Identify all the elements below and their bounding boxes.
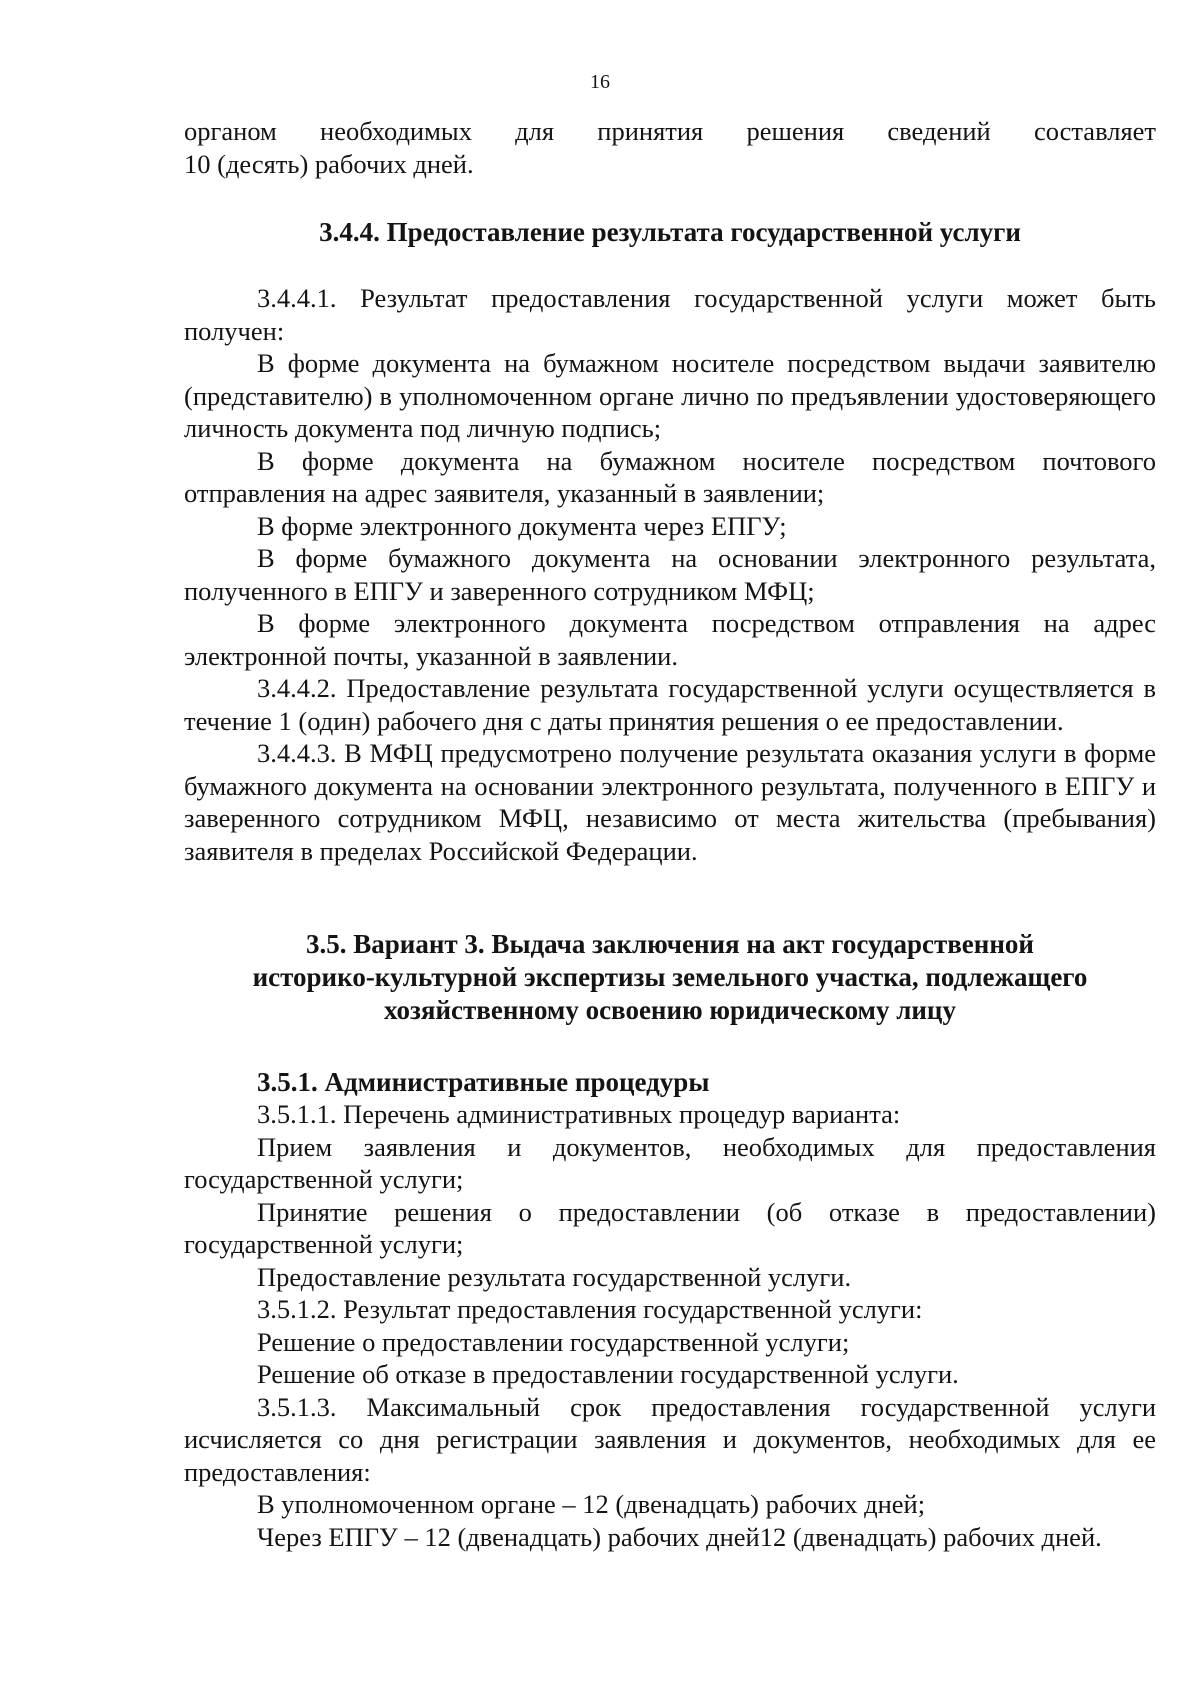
intro-paragraph bbox=[184, 115, 1156, 180]
paragraph-3-4-4-2: 3.4.4.2. Предоставление результата государственной услуги осуществляется в течение 1 (один) рабочего дня с даты принятия решения о ее предоставлении. bbox=[184, 673, 1156, 736]
list-item-application-receipt: Прием заявления и документов, необходимых для предоставления государственной услуги; bbox=[184, 1131, 1156, 1194]
section-3-5-1-heading: 3.5.1. Административные процедуры bbox=[257, 1067, 710, 1097]
list-item-electronic-epgu: В форме электронного документа через ЕПГУ; bbox=[257, 510, 787, 541]
list-item-epgu-term: Через ЕПГУ – 12 (двенадцать) рабочих дней12 (двенадцать) рабочих дней. bbox=[257, 1521, 1102, 1552]
list-item-electronic-email: В форме электронного документа посредством отправления на адрес электронной почты, указанной в заявлении. bbox=[184, 608, 1156, 671]
list-item-paper-mail: В форме документа на бумажном носителе посредством почтового отправления на адрес заявителя, указанный в заявлении; bbox=[184, 445, 1156, 508]
section-3-4-4-body bbox=[184, 282, 1156, 867]
paragraph-3-5-1-2: 3.5.1.2. Результат предоставления государственной услуги: bbox=[257, 1294, 923, 1324]
page-number: 16 bbox=[590, 71, 610, 93]
section-3-5-heading-line-3: хозяйственному освоению юридическому лицу bbox=[384, 995, 956, 1025]
list-item-refusal-decision: Решение об отказе в предоставлении государственной услуги. bbox=[257, 1359, 959, 1389]
list-item-approval-decision: Решение о предоставлении государственной услуги; bbox=[257, 1326, 850, 1357]
intro-line-1: органом необходимых для принятия решения сведений составляет bbox=[184, 116, 1156, 146]
paragraph-3-5-1-3: 3.5.1.3. Максимальный срок предоставления государственной услуги исчисляется со дня регистрации заявления и документов, необходимых для ее предоставления: bbox=[184, 1391, 1156, 1487]
section-3-5-1-body bbox=[184, 1098, 1156, 1553]
intro-line-2: 10 (десять) рабочих дней. bbox=[184, 148, 474, 179]
list-item-decision: Принятие решения о предоставлении (об отказе в предоставлении) государственной услуги; bbox=[184, 1196, 1156, 1259]
list-item-authority-term: В уполномоченном органе – 12 (двенадцать) рабочих дней; bbox=[257, 1489, 926, 1519]
list-item-paper-mfc: В форме бумажного документа на основании электронного результата, полученного в ЕПГУ и заверенного сотрудником МФЦ; bbox=[184, 543, 1156, 606]
section-3-4-4-heading: 3.4.4. Предоставление результата государственной услуги bbox=[319, 217, 1021, 247]
list-item-paper-issuance: В форме документа на бумажном носителе посредством выдачи заявителю (представителю) в уполномоченном органе лично по предъявлении удостоверяющего личность документа под личную подпись; bbox=[184, 348, 1156, 443]
section-3-5-heading-line-1: 3.5. Вариант 3. Выдача заключения на акт государственной bbox=[306, 929, 1034, 959]
list-item-result-provision: Предоставление результата государственной услуги. bbox=[257, 1261, 852, 1292]
section-3-5-heading-line-2: историко-культурной экспертизы земельного участка, подлежащего bbox=[252, 962, 1088, 992]
paragraph-3-5-1-1: 3.5.1.1. Перечень административных процедур варианта: bbox=[257, 1099, 901, 1129]
paragraph-3-4-4-1: 3.4.4.1. Результат предоставления государственной услуги может быть получен: bbox=[184, 283, 1156, 346]
paragraph-3-4-4-3: 3.4.4.3. В МФЦ предусмотрено получение результата оказания услуги в форме бумажного документа на основании электронного результата, полученного в ЕПГУ и заверенного сотрудником МФЦ, независимо от места жительства (пребывания) заявителя в пределах Российской Федерации. bbox=[184, 738, 1156, 866]
section-3-5-heading bbox=[184, 928, 1156, 1027]
